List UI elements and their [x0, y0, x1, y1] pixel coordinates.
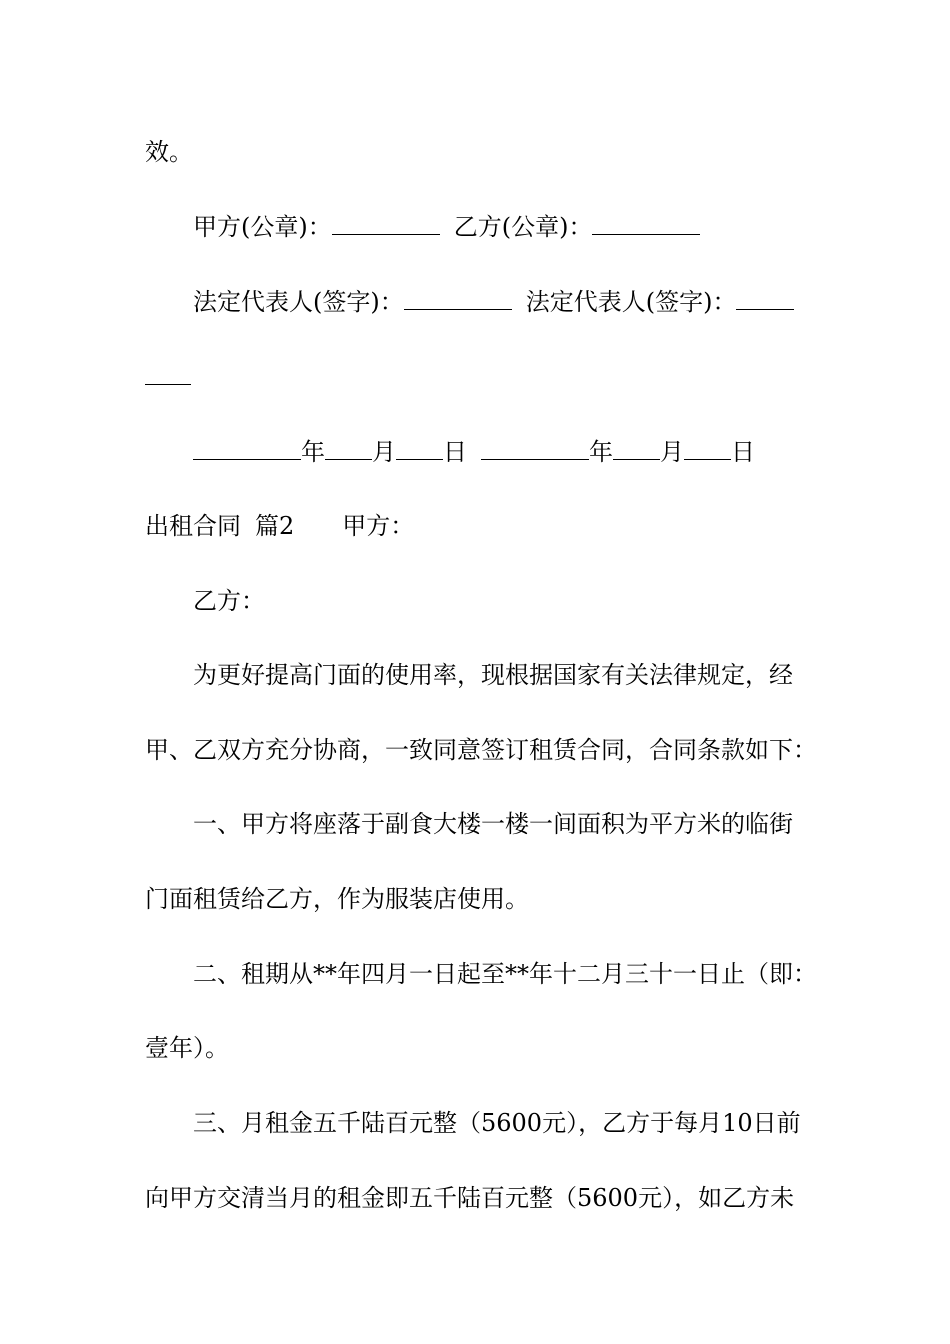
party-b-seal-label: 乙方(公章)：: [453, 213, 593, 241]
clause-line: [145, 1183, 794, 1213]
month-label: 月: [372, 438, 396, 466]
month-label: 月: [660, 438, 684, 466]
party-a-seal-blank: [332, 214, 440, 235]
year-label: 年: [589, 438, 613, 466]
clause-text: 一、甲方将座落于副食大楼一楼一间面积为平方米的临街: [193, 810, 793, 838]
signature-rep-continuation: [145, 362, 191, 392]
text-line: [145, 137, 193, 167]
party-a-rep-label: 法定代表人(签字)：: [193, 288, 404, 316]
party-b-seal-blank: [592, 214, 700, 235]
text-line: [193, 586, 265, 616]
clause-text: 壹年）。: [145, 1034, 229, 1062]
clause-text: 门面租赁给乙方，作为服装店使用。: [145, 885, 529, 913]
year-label: 年: [301, 438, 325, 466]
clause-text: 二、租期从**年四月一日起至**年十二月三十一日止（即：: [193, 960, 817, 988]
contract-title: 出租合同: [145, 512, 241, 540]
clause-text: 三、月租金五千陆百元整（5600元），乙方于每月10日前: [193, 1109, 801, 1137]
signature-date-line: [193, 437, 755, 467]
party-b-day-blank: [684, 439, 731, 460]
text-fragment: 为更好提高门面的使用率，现根据国家有关法律规定，经: [193, 661, 793, 689]
contract-heading: [145, 511, 414, 541]
party-a-day-blank: [396, 439, 443, 460]
party-a-rep-blank: [404, 289, 512, 310]
clause-line: [193, 959, 817, 989]
signature-seal-line: [193, 212, 700, 242]
clause-line: [145, 1033, 229, 1063]
paragraph-line: [193, 660, 793, 690]
day-label: 日: [443, 438, 467, 466]
clause-text: 向甲方交清当月的租金即五千陆百元整（5600元），如乙方未: [145, 1184, 795, 1212]
party-a-year-blank: [193, 439, 301, 460]
party-b-month-blank: [613, 439, 660, 460]
party-b-rep-blank: [736, 289, 794, 310]
party-a-label: 甲方：: [342, 512, 415, 540]
party-a-seal-label: 甲方(公章)：: [193, 213, 332, 241]
party-b-rep-blank-continued: [145, 364, 191, 385]
text-fragment: 效。: [145, 138, 193, 166]
party-b-label: 乙方：: [193, 587, 265, 615]
clause-line: [145, 884, 529, 914]
party-b-year-blank: [481, 439, 589, 460]
party-a-month-blank: [325, 439, 372, 460]
paragraph-line: [145, 735, 817, 765]
party-b-rep-label: 法定代表人(签字)：: [525, 288, 737, 316]
text-fragment: 甲、乙双方充分协商，一致同意签订租赁合同，合同条款如下：: [145, 736, 817, 764]
clause-line: [193, 809, 793, 839]
signature-rep-line: [193, 287, 794, 317]
clause-line: [193, 1108, 801, 1138]
contract-number: 篇2: [255, 512, 295, 540]
day-label: 日: [731, 438, 755, 466]
